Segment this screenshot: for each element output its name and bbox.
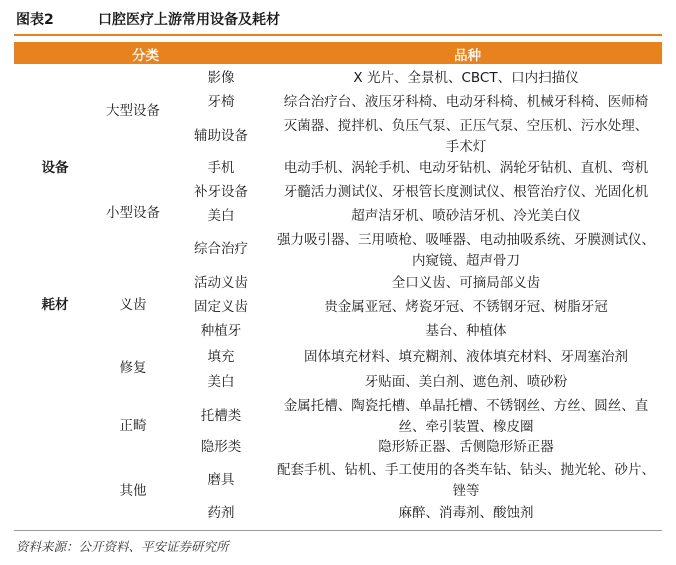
row-items-line1: 灭菌器、搅拌机、负压气泵、正压气泵、空压机、污水处理、	[283, 118, 649, 134]
row-items-line1: 金属托槽、陶瓷托槽、单晶托槽、不锈钢丝、方丝、圆丝、直	[283, 398, 649, 414]
row-items: 牙髓活力测试仪、牙根管长度测试仪、根管治疗仪、光固化机	[283, 184, 649, 200]
header-category: 分类	[132, 48, 159, 64]
figure-label: 图表2	[16, 12, 54, 28]
row-type: 牙椅	[207, 94, 235, 110]
row-items: 超声洁牙机、喷砂洁牙机、冷光美白仪	[351, 208, 581, 224]
row-type: 活动义齿	[194, 275, 248, 291]
row-type: 影像	[207, 70, 235, 86]
figure-title-bar	[14, 8, 662, 30]
row-items: 电动手机、涡轮手机、电动牙钻机、涡轮牙钻机、直机、弯机	[283, 160, 649, 176]
row-type: 辅助设备	[194, 128, 248, 144]
row-items: 牙贴面、美白剂、遮色剂、喷砂粉	[364, 374, 568, 390]
row-items-line2: 手术灯	[445, 139, 487, 155]
row-items: 隐形矫正器、舌侧隐形矫正器	[378, 439, 554, 455]
subgroup-orthodontics: 正畸	[119, 418, 147, 434]
row-items: X 光片、全景机、CBCT、口内扫描仪	[353, 70, 579, 86]
figure-title: 口腔医疗上游常用设备及耗材	[98, 12, 280, 28]
row-items: 固体填充材料、填充糊剂、液体填充材料、牙周塞治剂	[304, 349, 628, 365]
subgroup-large-equipment: 大型设备	[106, 103, 160, 119]
source-note: 资料来源：公开资料、平安证券研究所	[16, 539, 229, 554]
top-rule	[14, 34, 662, 36]
row-items: 基台、种植体	[425, 323, 507, 339]
row-type: 固定义齿	[194, 299, 248, 315]
row-items-line1: 强力吸引器、三用喷枪、吸唾器、电动抽吸系统、牙膜测试仪、	[277, 232, 655, 248]
row-type: 补牙设备	[194, 184, 248, 200]
row-items-line2: 丝、牵引装置、橡皮圈	[398, 419, 534, 435]
group-consumables: 耗材	[41, 297, 69, 313]
header-items: 品种	[454, 48, 481, 64]
subgroup-restoration: 修复	[119, 360, 147, 376]
row-items-line2: 锉等	[452, 483, 480, 499]
row-type: 美白	[207, 208, 235, 224]
table-header	[14, 42, 662, 64]
row-items-line2: 内窥镜、超声骨刀	[412, 253, 520, 269]
subgroup-others: 其他	[119, 483, 147, 499]
row-type: 隐形类	[200, 439, 242, 455]
row-type: 药剂	[207, 505, 235, 521]
subgroup-small-equipment: 小型设备	[106, 205, 160, 221]
row-type: 填充	[207, 349, 235, 365]
group-equipment: 设备	[41, 160, 69, 176]
bottom-rule	[14, 530, 662, 531]
row-type: 美白	[207, 374, 235, 390]
row-items: 全口义齿、可摘局部义齿	[391, 275, 541, 291]
row-type: 综合治疗	[194, 241, 248, 257]
row-items: 贵金属亚冠、烤瓷牙冠、不锈钢牙冠、树脂牙冠	[324, 299, 608, 315]
row-type: 手机	[207, 160, 235, 176]
row-type: 托槽类	[200, 408, 242, 424]
row-items: 综合治疗台、液压牙科椅、电动牙科椅、机械牙科椅、医师椅	[283, 94, 649, 110]
subgroup-dentures: 义齿	[119, 297, 147, 313]
row-items: 麻醉、消毒剂、酸蚀剂	[398, 505, 534, 521]
row-type: 磨具	[207, 472, 235, 488]
row-items-line1: 配套手机、钻机、手工使用的各类车钻、钻头、抛光轮、砂片、	[277, 462, 655, 478]
row-type: 种植牙	[200, 323, 242, 339]
